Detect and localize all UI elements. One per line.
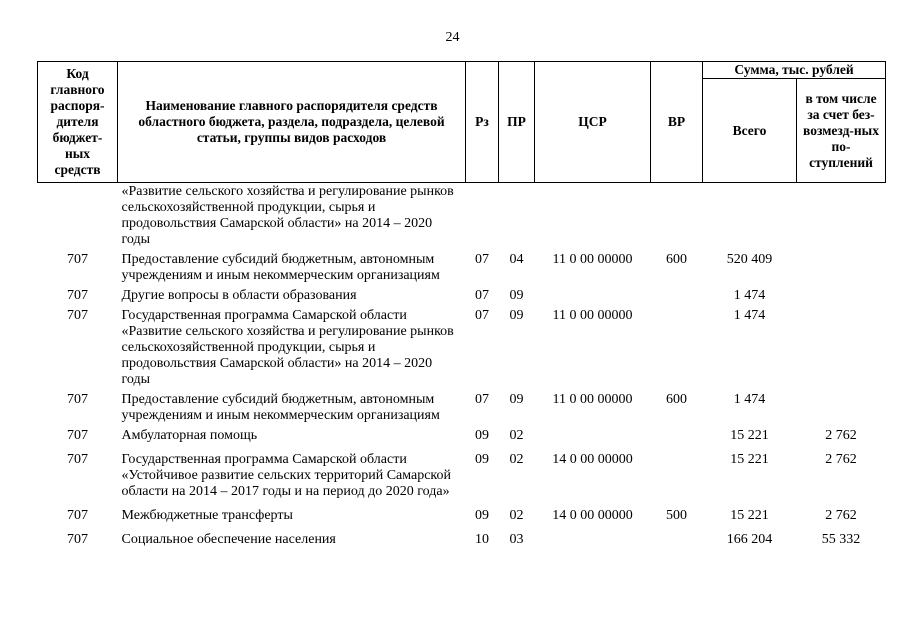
cell-csr xyxy=(535,286,651,306)
cell-rz xyxy=(466,183,499,251)
cell-vr: 600 xyxy=(666,252,687,267)
cell-name: Амбулаторная помощь xyxy=(121,428,258,443)
cell-pr: 02 xyxy=(509,428,524,443)
cell-code: 707 xyxy=(67,452,88,467)
header-total: Всего xyxy=(703,79,797,183)
cell-rz: 09 xyxy=(475,428,489,443)
page-number: 24 xyxy=(445,30,460,45)
cell-rz: 07 xyxy=(475,288,489,303)
cell-pr: 03 xyxy=(509,532,524,547)
header-free: в том числе за счет без-возмезд-ных по-ступлений xyxy=(797,79,886,183)
table-row xyxy=(38,183,886,251)
cell-rz: 10 xyxy=(475,532,489,547)
cell-csr: 14 0 00 00000 xyxy=(552,508,633,523)
cell-csr xyxy=(535,183,651,251)
cell-free xyxy=(797,286,886,306)
cell-vr xyxy=(651,183,703,251)
budget-table xyxy=(37,61,886,550)
cell-csr: 11 0 00 00000 xyxy=(552,252,633,267)
cell-pr: 09 xyxy=(509,308,524,323)
cell-rz: 07 xyxy=(475,392,489,407)
cell-code: 707 xyxy=(67,288,88,303)
cell-vr xyxy=(651,426,703,446)
cell-csr: 14 0 00 00000 xyxy=(552,452,633,467)
cell-vr: 600 xyxy=(666,392,687,407)
cell-free xyxy=(797,183,886,251)
header-code: Код главного распоря-дителя бюджет-ных средств xyxy=(38,62,118,183)
cell-free: 2 762 xyxy=(825,452,857,467)
table-row xyxy=(38,390,886,426)
cell-vr xyxy=(651,526,703,550)
cell-total: 1 474 xyxy=(733,308,766,323)
header-name: Наименование главного распорядителя средств областного бюджета, раздела, подраздела, целевой статьи, группы видов расходов xyxy=(118,62,466,183)
cell-pr: 04 xyxy=(509,252,524,267)
cell-free xyxy=(797,390,886,426)
cell-vr xyxy=(651,306,703,390)
cell-csr xyxy=(535,426,651,446)
header-rz: Рз xyxy=(466,62,499,183)
cell-free: 55 332 xyxy=(821,532,861,547)
cell-name: Государственная программа Самарской области «Устойчивое развитие сельских территорий Самарской области на 2014 – 2017 годы и на период до 2020 года» xyxy=(121,452,452,499)
cell-pr: 09 xyxy=(509,288,524,303)
table-row xyxy=(38,286,886,306)
header-csr: ЦСР xyxy=(535,62,651,183)
cell-free: 2 762 xyxy=(825,508,857,523)
cell-total: 166 204 xyxy=(726,532,773,547)
table-row xyxy=(38,306,886,390)
cell-name: Межбюджетные трансферты xyxy=(121,508,293,523)
cell-total: 520 409 xyxy=(726,252,773,267)
cell-code: 707 xyxy=(67,508,88,523)
cell-total: 1 474 xyxy=(733,392,766,407)
cell-total: 1 474 xyxy=(733,288,766,303)
cell-free: 2 762 xyxy=(825,428,857,443)
cell-rz: 07 xyxy=(475,308,489,323)
cell-total xyxy=(703,183,797,251)
cell-total: 15 221 xyxy=(730,428,769,443)
cell-name: Предоставление субсидий бюджетным, автономным учреждениям и иным некоммерческим организациям xyxy=(121,392,440,423)
cell-vr xyxy=(651,446,703,502)
cell-csr: 11 0 00 00000 xyxy=(552,392,633,407)
cell-pr: 02 xyxy=(509,452,524,467)
table-row xyxy=(38,250,886,286)
cell-csr: 11 0 00 00000 xyxy=(552,308,633,323)
cell-name: Другие вопросы в области образования xyxy=(121,288,357,303)
cell-vr xyxy=(651,286,703,306)
header-vr: ВР xyxy=(651,62,703,183)
cell-code: 707 xyxy=(67,308,88,323)
cell-total: 15 221 xyxy=(730,508,769,523)
cell-code: 707 xyxy=(67,532,88,547)
cell-pr: 09 xyxy=(509,392,524,407)
cell-code: 707 xyxy=(67,428,88,443)
cell-name: Предоставление субсидий бюджетным, автономным учреждениям и иным некоммерческим организациям xyxy=(121,252,440,283)
header-pr: ПР xyxy=(499,62,535,183)
cell-rz: 09 xyxy=(475,452,489,467)
cell-csr xyxy=(535,526,651,550)
cell-rz: 07 xyxy=(475,252,489,267)
cell-name: Государственная программа Самарской области «Развитие сельского хозяйства и регулирование рынков сельскохозяйственной продукции, сырья и продовольствия Самарской области» на 2014 – 2020 годы xyxy=(121,308,454,387)
cell-vr: 500 xyxy=(666,508,687,523)
cell-pr xyxy=(499,183,535,251)
table-row xyxy=(38,446,886,502)
cell-rz: 09 xyxy=(475,508,489,523)
table-body xyxy=(38,183,886,551)
cell-code: 707 xyxy=(67,392,88,407)
cell-name: «Развитие сельского хозяйства и регулирование рынков сельскохозяйственной продукции, сырья и продовольствия Самарской области» на 2014 – 2020 годы xyxy=(121,184,454,247)
cell-pr: 02 xyxy=(509,508,524,523)
cell-free xyxy=(797,250,886,286)
table-row xyxy=(38,502,886,526)
cell-free xyxy=(797,306,886,390)
table-row xyxy=(38,426,886,446)
cell-code: 707 xyxy=(67,252,88,267)
table-row xyxy=(38,526,886,550)
cell-code xyxy=(38,183,118,251)
table-header xyxy=(38,62,886,183)
header-sum: Сумма, тыс. рублей xyxy=(703,62,886,79)
cell-name: Социальное обеспечение населения xyxy=(121,532,336,547)
cell-total: 15 221 xyxy=(730,452,769,467)
